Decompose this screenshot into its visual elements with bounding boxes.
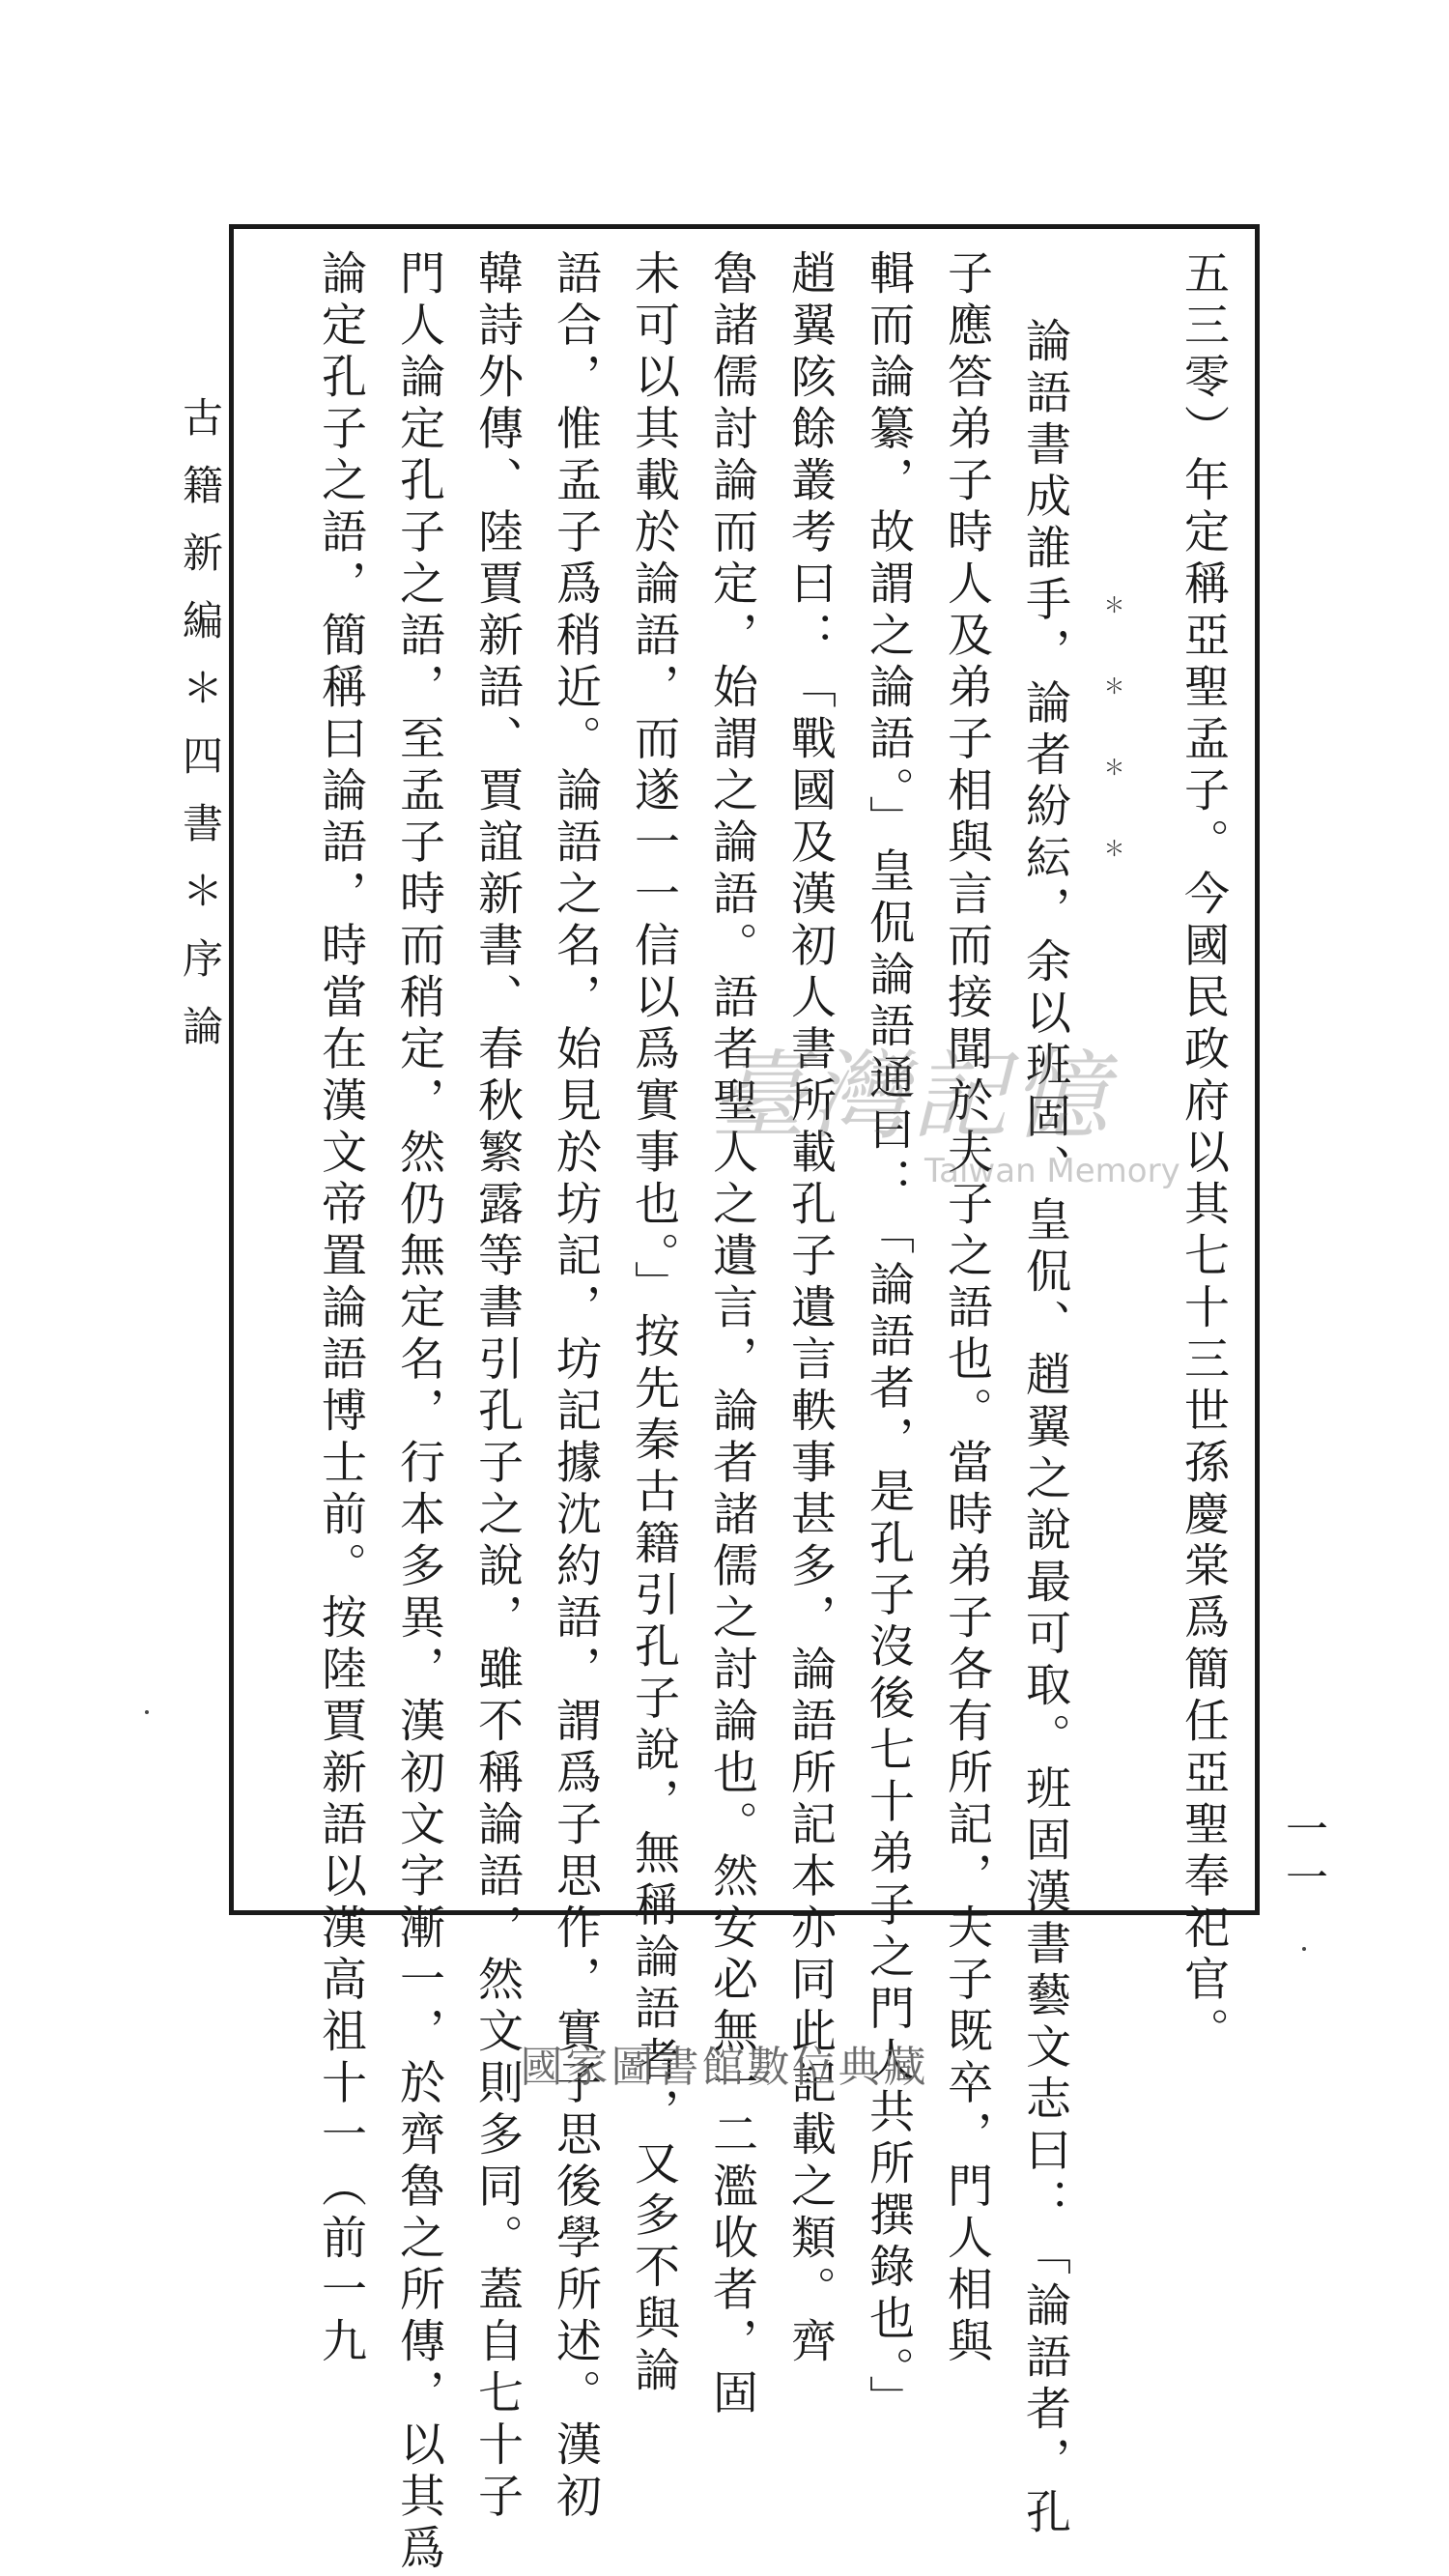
- text-column-3: 論語書成誰手，論者紛紜，余以班固、皇侃、趙翼之說最可取。班固漢書藝文志曰：「論語者，孔: [1018, 317, 1071, 2540]
- text-column-11: 門人論定孔子之語，至孟子時而稍定，然仍無定名，行本多異，漢初文字漸一，於齊魯之所傳，以其爲: [392, 249, 445, 2576]
- text-column-12: 論定孔子之語，簡稱曰論語，時當在漢文帝置論語博士前。按陸賈新語以漢高祖十一（前一九: [314, 249, 367, 2369]
- scan-speck: [145, 1710, 149, 1714]
- watermark-english: Taiwan Memory: [924, 1152, 1180, 1190]
- text-column-5: 輯而論纂，故謂之論語。」皇侃論語通曰：「論語者，是孔子沒後七十弟子之門人共所撰錄也。」: [862, 249, 915, 2427]
- footer-credit: 國家圖書館數位典藏: [520, 2043, 929, 2092]
- running-head: 古籍新編＊四書＊序論: [177, 396, 224, 1073]
- watermark: [710, 1040, 1180, 1203]
- text-column-6: 趙翼陔餘叢考曰：「戰國及漢初人書所載孔子遺言軼事甚多，論語所記本亦同此記載之類。齊: [783, 249, 837, 2369]
- text-column-1: 五三零）年定稱亞聖孟子。今國民政府以其七十三世孫慶棠爲簡任亞聖奉祀官。: [1177, 249, 1230, 2059]
- text-column-9: 語合，惟孟子爲稍近。論語之名，始見於坊記，坊記據沈約語，謂爲子思作，實子思後學所述。漢初: [549, 249, 602, 2524]
- page-number: 一一: [1278, 1807, 1327, 1903]
- text-column-8: 未可以其載於論語，而遂一一信以爲實事也。」按先秦古籍引孔子說，無稱論語者，又多不與論: [627, 249, 680, 2398]
- text-column-10: 韓詩外傳、陸賈新語、賈誼新書、春秋繁露等書引孔子之說，雖不稱論語，然文則多同。蓋自七十子: [470, 249, 524, 2524]
- watermark-chinese: 臺灣記憶: [710, 1040, 1112, 1153]
- section-separator: ＊＊＊＊: [1100, 594, 1124, 919]
- text-column-4: 子應答弟子時人及弟子相與言而接聞於夫子之語也。當時弟子各有所記，夫子既卒，門人相與: [940, 249, 993, 2369]
- text-column-7: 魯諸儒討論而定，始謂之論語。語者聖人之遺言，論者諸儒之討論也。然安必無一二濫收者，固: [705, 249, 758, 2420]
- scan-speck: [1302, 1947, 1306, 1951]
